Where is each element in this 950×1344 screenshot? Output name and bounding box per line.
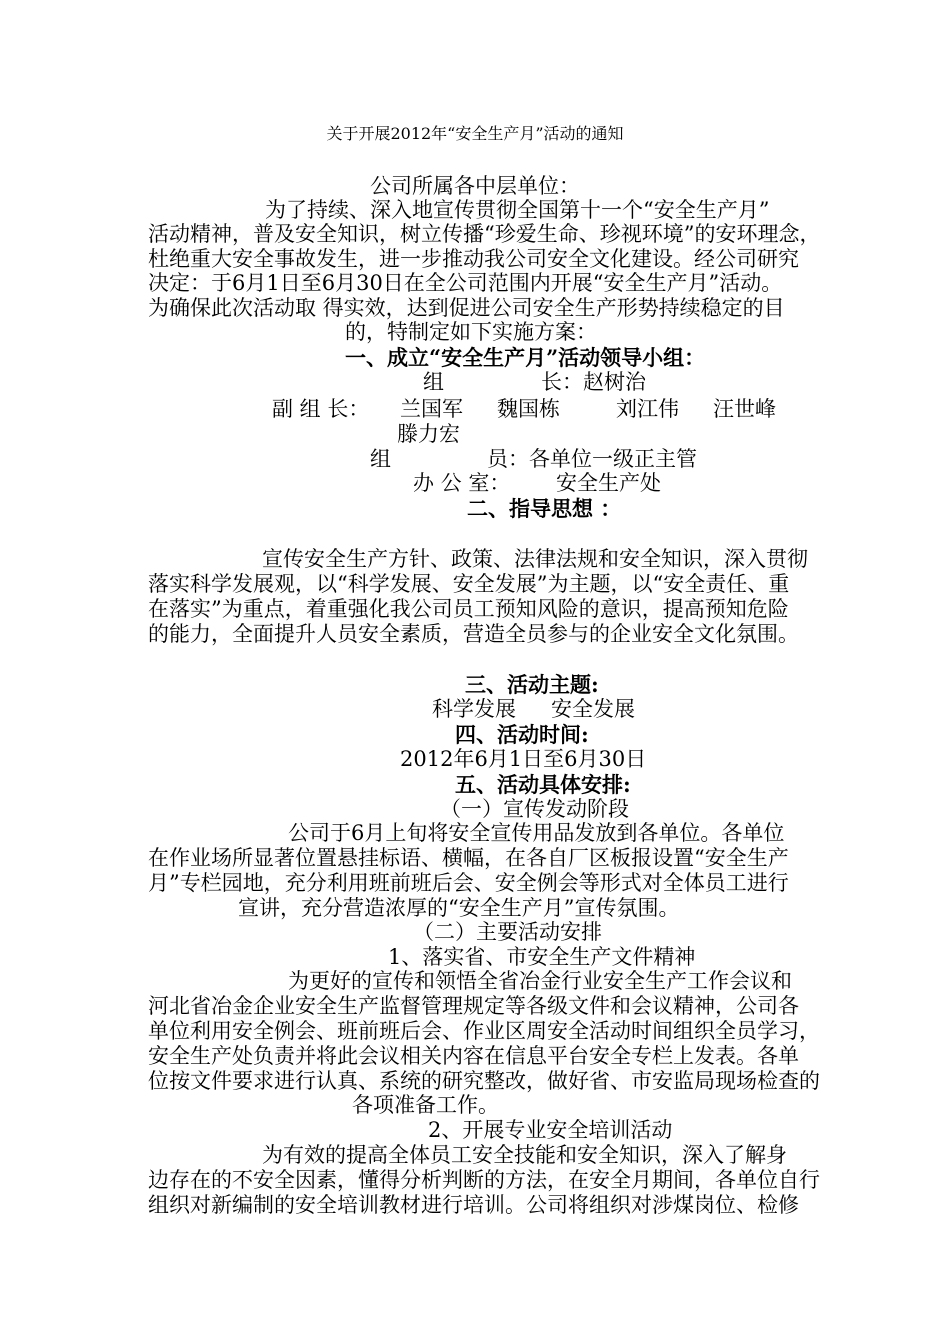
item2-line: 组织对新编制的安全培训教材进行培训。公司将组织对涉煤岗位、检修 [148,1193,799,1217]
item1-line: 河北省冶金企业安全生产监督管理规定等各级文件和会议精神，公司各 [148,994,799,1018]
stage2-heading: （二）主要活动安排 [413,920,602,944]
stage1-line: 宣讲，充分营造浓厚的“安全生产月”宣传氛围。 [238,896,680,920]
section3-heading: 三、活动主题: [465,672,599,697]
stage1-line: 月”专栏园地，充分利用班前班后会、安全例会等形式对全体员工进行 [148,871,789,895]
deputy-name: 刘江伟 [616,397,679,421]
item1-line: 位按文件要求进行认真、系统的研究整改，做好省、市安监局现场检查的 [148,1069,820,1093]
guidance-line: 宣传安全生产方针、政策、法律法规和安全知识，深入贯彻 [262,547,808,571]
salutation: 公司所属各中层单位： [370,174,580,198]
document-title: 关于开展2012年“安全生产月”活动的通知 [326,124,624,143]
section5-heading: 五、活动具体安排: [455,772,631,797]
member-value: 员：各单位一级正主管 [487,447,697,471]
intro-line: 的，特制定如下实施方案： [345,320,597,344]
theme-b: 安全发展 [551,697,635,721]
guidance-line: 的能力，全面提升人员安全素质，营造全员参与的企业安全文化氛围。 [148,622,799,646]
item1-line: 各项准备工作。 [352,1093,499,1117]
activity-time: 2012年6月1日至6月30日 [400,747,647,771]
item2-heading: 2、开展专业安全培训活动 [428,1118,673,1142]
office-value: 安全生产处 [556,471,661,495]
intro-line: 决定：于6月1日至6月30日在全公司范围内开展“安全生产月”活动。 [148,271,783,295]
deputy-name: 魏国栋 [497,397,560,421]
theme-a: 科学发展 [432,697,516,721]
section1-heading: 一、成立“安全生产月”活动领导小组： [345,345,706,370]
leader-value: 长：赵树治 [541,370,646,394]
guidance-line: 落实科学发展观，以“科学发展、安全发展”为主题，以“安全责任、重 [148,572,790,596]
item1-line: 单位利用安全例会、班前班后会、作业区周安全活动时间组织全员学习， [148,1019,820,1043]
stage1-line: 在作业场所显著位置悬挂标语、横幅，在各自厂区板报设置“安全生产 [148,846,789,870]
intro-line: 为了持续、深入地宣传贯彻全国第十一个“安全生产月” [265,198,770,222]
leader-label: 组 [423,370,444,394]
section2-heading: 二、指导思想 ： [467,496,622,521]
stage1-line: 公司于6月上旬将安全宣传用品发放到各单位。各单位 [288,821,785,845]
deputy-name-extra: 滕力宏 [397,422,460,446]
item2-line: 为有效的提高全体员工安全技能和安全知识，深入了解身 [262,1143,787,1167]
item1-heading: 1、落实省、市安全生产文件精神 [388,945,696,969]
item2-line: 边存在的不安全因素，懂得分析判断的方法，在安全月期间，各单位自行 [148,1168,820,1192]
intro-line: 为确保此次活动取 得实效，达到促进公司安全生产形势持续稳定的目 [148,296,785,320]
deputy-name: 兰国军 [400,397,463,421]
deputy-name: 汪世峰 [713,397,776,421]
guidance-line: 在落实”为重点，着重强化我公司员工预知风险的意识，提高预知危险 [148,597,789,621]
intro-line: 活动精神，普及安全知识，树立传播“珍爱生命、珍视环境”的安环理念， [148,222,821,246]
section4-heading: 四、活动时间: [455,722,589,747]
item1-line: 安全生产处负责并将此会议相关内容在信息平台安全专栏上发表。各单 [148,1044,799,1068]
stage1-heading: （一）宣传发动阶段 [440,797,629,821]
intro-line: 杜绝重大安全事故发生，进一步推动我公司安全文化建设。经公司研究 [148,247,799,271]
deputy-label: 副 组 长： [272,397,370,421]
member-label: 组 [370,447,391,471]
item1-line: 为更好的宣传和领悟全省冶金行业安全生产工作会议和 [288,969,792,993]
office-label: 办 公 室： [413,471,511,495]
